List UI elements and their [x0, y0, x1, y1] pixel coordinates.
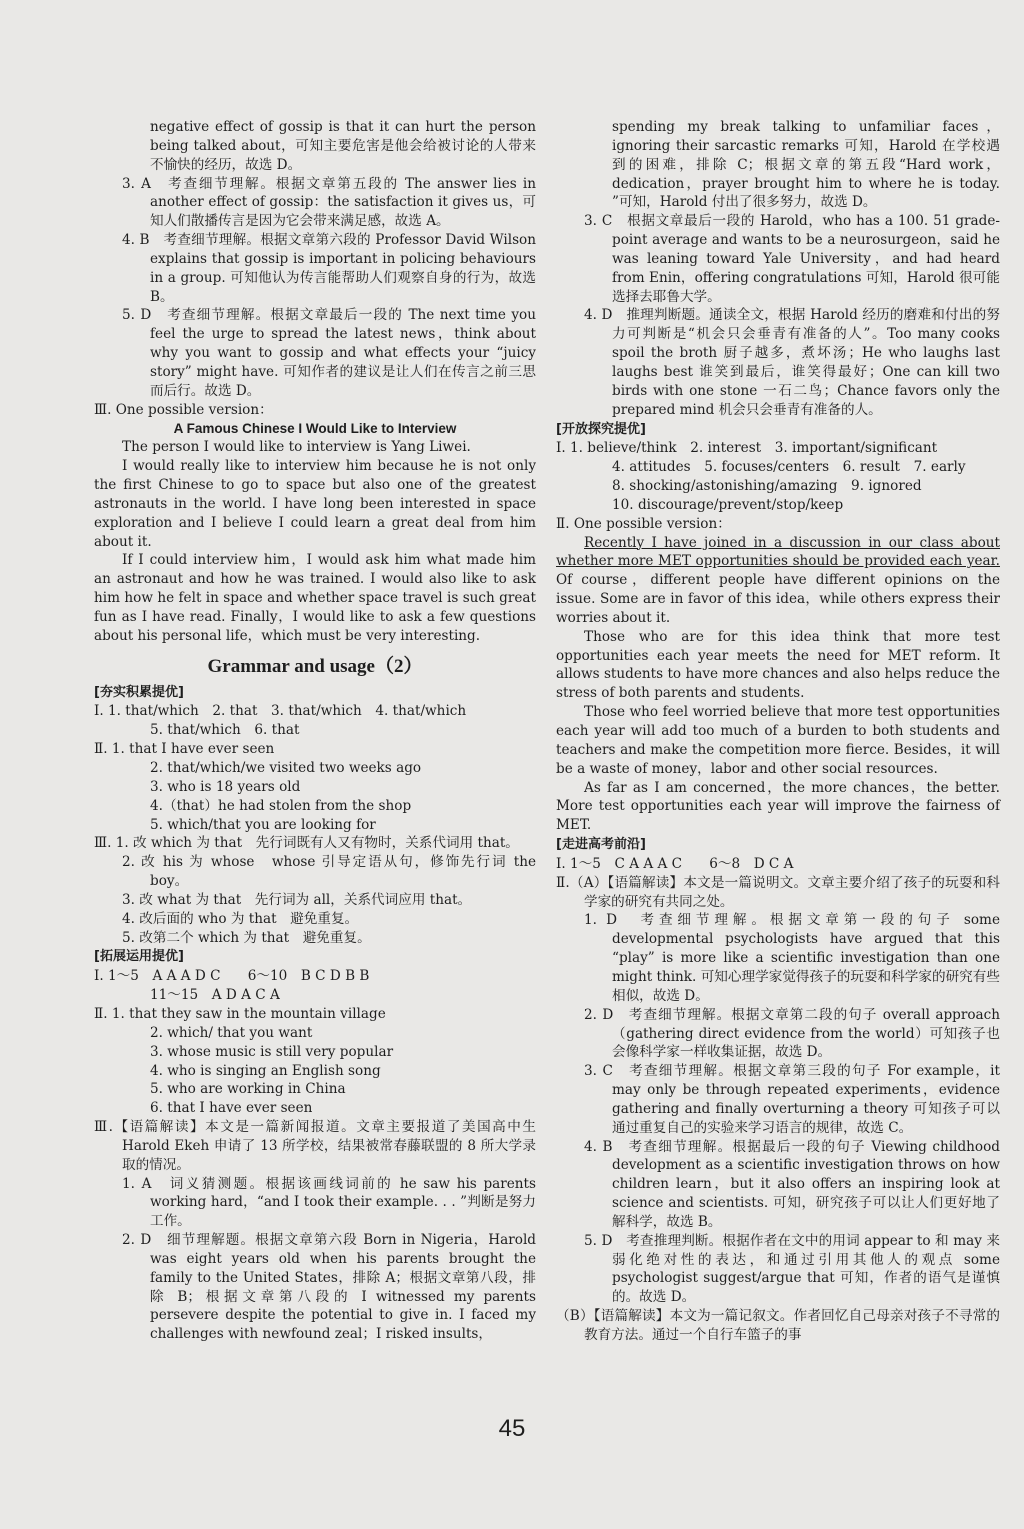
answer-line: 4. attitudes 5. focuses/centers 6. result 7. early	[612, 459, 966, 476]
answer-line: 2. that/which/we visited two weeks ago	[150, 760, 422, 776]
answer-line: 5. 改第二个 which 为 that 避免重复。	[122, 929, 371, 946]
answer-item: 5. D 考查推理判断。根据作者在文中的用词 appear to 和 may 来弱化绝对性的表达，和通过引用其他人的观点 some psychologist suggest/argue that 可知，作者的语气是谨慎的。故选 D。	[584, 1232, 1000, 1306]
subsection-heading: [开放探究提优]	[556, 421, 646, 437]
essay-paragraph: As far as I am concerned，the more chances，the better. More test opportunities each year will improve the fairness of MET.	[556, 779, 1000, 834]
essay-paragraph: I would really like to interview him because he is not only the first Chinese to go to space but also one of the greatest astronauts in the world. I have long been interested in space exploration and I believe I could learn a great deal from him about it.	[94, 458, 536, 550]
answer-line: 3. who is 18 years old	[150, 778, 301, 795]
answer-line: 2. 改 his 为 whose whose 引导定语从句，修饰先行词 the boy。	[122, 854, 536, 890]
answer-line: Ⅰ. 1. believe/think 2. interest 3. important/significant	[556, 440, 938, 457]
answer-item: 3. A 考查细节理解。根据文章第五段的 The answer lies in another effect of gossip：the satisfaction it gives us，可知人们散播传言是因为它会带来满足感，故选 A。	[122, 175, 536, 230]
page-number: 45	[498, 1415, 526, 1442]
answer-item: 1. D 考查细节理解。根据文章第一段的句子 some developmental psychologists have argued that this “play” is more like a scientific investigation than one might think. 可知心理学家觉得孩子的玩耍和科学家的研究有些相似，故选 D。	[584, 912, 1000, 1004]
essay-paragraph	[556, 534, 1000, 628]
answer-line: 10. discourage/prevent/stop/keep	[612, 496, 844, 513]
essay-paragraph: If I could interview him，I would ask him what made him an astronaut and how he was trained. I would also like to ask him how he felt in space and whether space travel is such great fun as I have read. Finally，I would like to ask a few questions about his personal life，which must be very interesting.	[94, 552, 536, 644]
answer-item: 4. B 考查细节理解。根据最后一段的句子 Viewing childhood development as a scientific investigation throws on how children learn，but it also offers an inspiring look at science and scientists. 可知，研究孩子可以让人们更好地了解科学，故选 B。	[584, 1138, 1000, 1230]
answer-item: 1. A 词义猜测题。根据该画线词前的 he saw his parents working hard，“and I took their example. . . ”判断是努力工作。	[122, 1175, 536, 1230]
subsection-heading: [夯实积累提优]	[94, 684, 184, 700]
answer-line: Ⅰ. 1～5 C A A A C 6～8 D C A	[556, 855, 794, 872]
answer-line: （B）【语篇解读】本文为一篇记叙文。作者回忆自己母亲对孩子不寻常的教育方法。通过一个自行车篮子的事	[556, 1308, 1000, 1343]
answer-line: Ⅰ. 1. that/which 2. that 3. that/which 4. that/which	[94, 703, 467, 720]
essay-title: A Famous Chinese I Would Like to Interview	[173, 420, 457, 436]
section-title: Grammar and usage（2）	[207, 655, 423, 677]
essay-paragraph: Those who feel worried believe that more test opportunities each year will add too much of a burden to both students and teachers and make the competition more fierce. Besides，it will be a waste of money，labor and other social resources.	[556, 704, 1000, 777]
continued-answer: negative effect of gossip is that it can hurt the person being talked about，可知主要危害是他会给被讨论的人带来不愉快的经历，故选 D。	[150, 119, 536, 173]
right-column	[556, 118, 1000, 1345]
essay-paragraph: The person I would like to interview is Yang Liwei.	[122, 439, 471, 456]
section-label: Ⅱ. One possible version：	[556, 515, 731, 532]
answer-line: 4.（that）he had stolen from the shop	[150, 797, 412, 814]
answer-item: 2. D 细节理解题。根据文章第六段 Born in Nigeria，Harold was eight years old when his parents brought the family to the United States，排除 A；根据文章第八段，排除 B；根据文章第八段的 I witnessed my parents persevere despite the potential to give in. I faced my challenges with newfound zeal；I risked insults，	[122, 1232, 536, 1343]
answer-item: 3. C 考查细节理解。根据文章第三段的句子 For example，it may only be through repeated experiments，evidence gathering and finally overturning a theory 可知孩子可以通过重复自己的实验来学习语言的规律，故选 C。	[584, 1063, 1000, 1136]
underlined-sentence: Recently I have joined in a discussion in our class about whether more MET opportunities should be provided each year.	[556, 534, 1000, 570]
answer-line: Ⅲ.【语篇解读】本文是一篇新闻报道。文章主要报道了美国高中生 Harold Ekeh 申请了 13 所学校，结果被常春藤联盟的 8 所大学录取的情况。	[94, 1119, 536, 1173]
answer-line: 4. 改后面的 who 为 that 避免重复。	[122, 910, 359, 927]
essay-paragraph: Those who are for this idea think that more test opportunities each year meets the need for MET reform. It allows students to have more chances and also helps reduce the stress of both parents and students.	[556, 628, 1000, 702]
answer-line: 3. 改 what 为 that 先行词为 all，关系代词应用 that。	[122, 891, 472, 908]
answer-line: 6. that I have ever seen	[150, 1100, 313, 1117]
answer-item: 3. C 根据文章最后一段的 Harold，who has a 100. 51 grade-point average and wants to be a neurosurgeon，said he was leaning toward Yale University，and had heard from Enin，offering congratulations 可知，Harold 很可能选择去耶鲁大学。	[584, 213, 1000, 305]
answer-item: 2. D 考查细节理解。根据文章第二段的句子 overall approach（gathering direct evidence from the world）可知孩子也会像科学家一样收集证据，故选 D。	[584, 1006, 1000, 1061]
answer-line: 3. whose music is still very popular	[150, 1043, 394, 1060]
continued-answer: spending my break talking to unfamiliar faces，ignoring their sarcastic remarks 可知，Harold 在学校遇到的困难，排除 C；根据文章的第五段“Hard work，dedication，prayer brought him to where he is today. ”可知，Harold 付出了很多努力，故选 D。	[612, 119, 1000, 211]
left-column	[94, 118, 536, 1344]
answer-line: 8. shocking/astonishing/amazing 9. ignored	[612, 478, 922, 495]
answer-line: Ⅱ. 1. that they saw in the mountain village	[94, 1005, 386, 1022]
answer-line: 5. which/that you are looking for	[150, 816, 376, 833]
section-label: Ⅲ. One possible version：	[94, 401, 273, 418]
answer-item: 4. D 推理判断题。通读全文，根据 Harold 经历的磨难和付出的努力可判断是“机会只会垂青有准备的人”。Too many cooks spoil the broth 厨子越多，煮坏汤；He who laughs last laughs best 谁笑到最后，谁笑得最好；One can kill two birds with one stone 一石二鸟；Chance favors only the prepared mind 机会只会垂青有准备的人。	[584, 307, 1000, 418]
answer-line: 5. that/which 6. that	[150, 722, 300, 739]
subsection-heading: [拓展运用提优]	[94, 949, 184, 965]
answer-line: Ⅲ. 1. 改 which 为 that 先行词既有人又有物时，关系代词用 that。	[94, 835, 519, 852]
answer-item: 4. B 考查细节理解。根据文章第六段的 Professor David Wilson explains that gossip is important in policing behaviours in a group. 可知他认为传言能帮助人们观察自身的行为，故选 B。	[122, 232, 536, 305]
answer-line: Ⅱ. 1. that I have ever seen	[94, 741, 275, 758]
answer-line: 11～15 A D A C A	[150, 987, 280, 1004]
answer-item: 5. D 考查细节理解。根据文章最后一段的 The next time you feel the urge to spread the latest news，think about why you want to gossip and what effects your “juicy story” might have. 可知作者的建议是让人们在传言之前三思而后行。故选 D。	[122, 307, 536, 399]
answer-line: Ⅱ.（A）【语篇解读】本文是一篇说明文。文章主要介绍了孩子的玩耍和科学家的研究有共同之处。	[556, 874, 1000, 910]
answer-line: Ⅰ. 1～5 A A A D C 6～10 B C D B B	[94, 968, 370, 985]
subsection-heading: [走进高考前沿]	[556, 837, 646, 853]
answer-line: 2. which/ that you want	[150, 1024, 313, 1041]
answer-line: 4. who is singing an English song	[150, 1062, 381, 1079]
essay-text: Of course，different people have different opinions on the issue. Some are in favor of this idea，while others express their worries about it.	[556, 572, 1000, 626]
answer-line: 5. who are working in China	[150, 1081, 346, 1098]
